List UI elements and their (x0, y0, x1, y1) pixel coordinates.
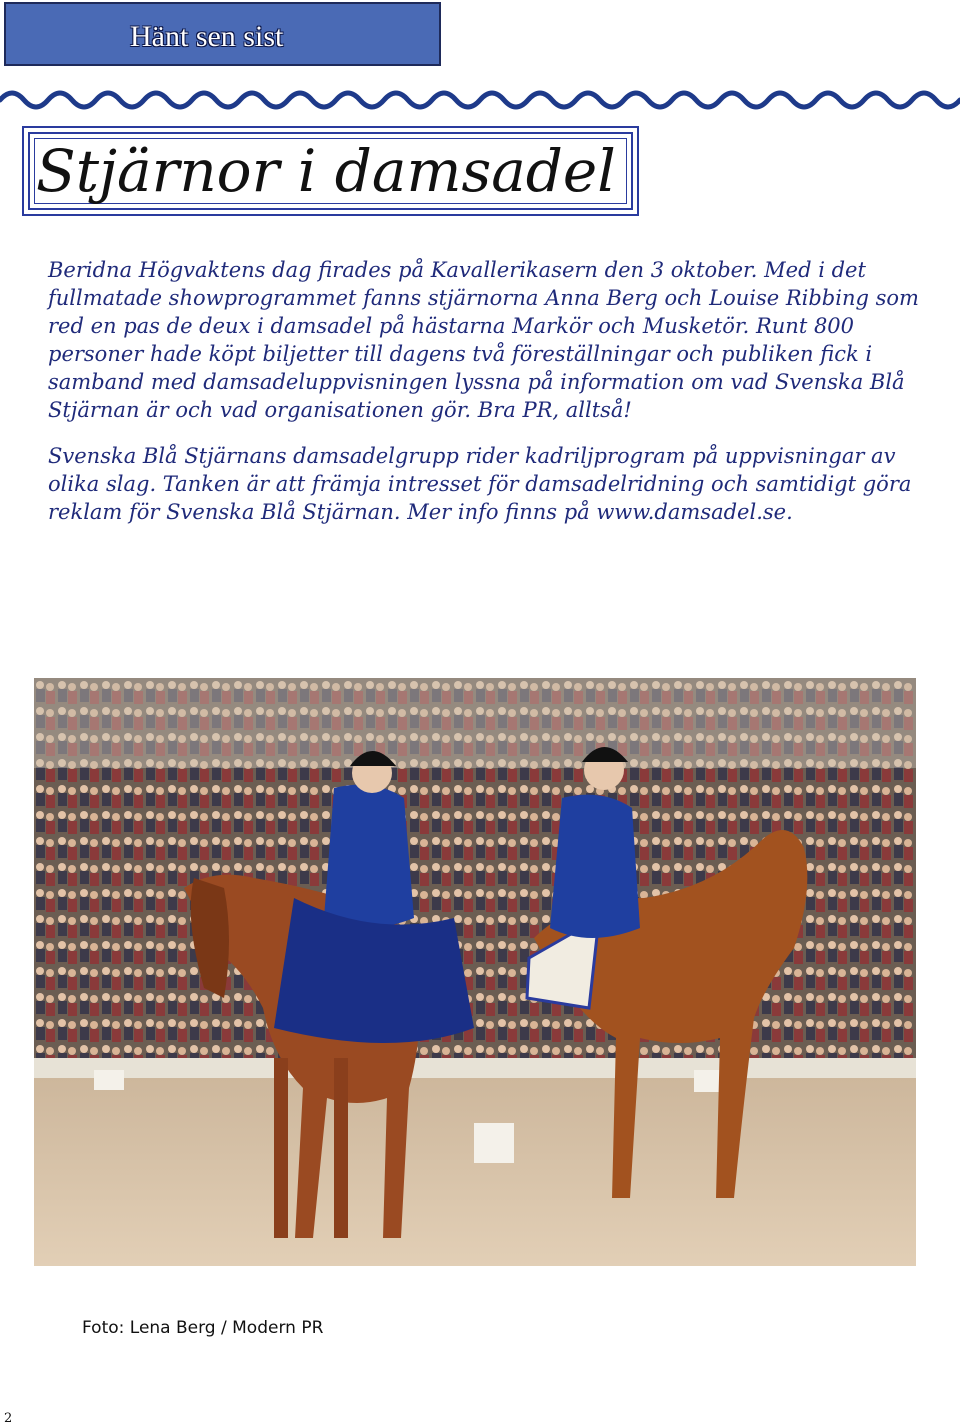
title-frame (22, 126, 639, 216)
wave-divider (0, 78, 960, 114)
article-title: Stjärnor i damsadel (36, 137, 616, 205)
article-body (48, 256, 938, 526)
paragraph-1 (48, 256, 938, 424)
page-number: 2 (4, 1411, 13, 1426)
section-banner (4, 2, 441, 66)
paragraph-1-rest: Runt 800 personer hade köpt biljetter till dagens två föreställningar och publiken fick i samband med damsadeluppvisningen lyssna på information om vad Svenska Blå Stjärnan är och vad organisationen gör. Bra PR, alltså! (48, 314, 905, 422)
paragraph-2: Svenska Blå Stjärnans damsadelgrupp rider kadriljprogram på uppvisningar av olika slag. Tanken är att främja intresset för damsadelridning och samtidigt göra reklam för Svenska Blå Stjärnan. Mer info finns på www.damsadel.se. (48, 444, 912, 524)
photo-caption: Foto: Lena Berg / Modern PR (82, 1318, 324, 1338)
paragraph-1-lead: Beridna Högvaktens dag firades på Kavallerikasern den 3 oktober. Med i det fullmatade showprogrammet fanns stjärnorna Anna Berg och Louise Ribbing som red en pas de deux i damsadel på hästarna Markör och Musketör. (48, 258, 919, 338)
section-label: Hänt sen sist (130, 20, 284, 53)
photo-two-riders-sidesaddle (34, 678, 916, 1266)
